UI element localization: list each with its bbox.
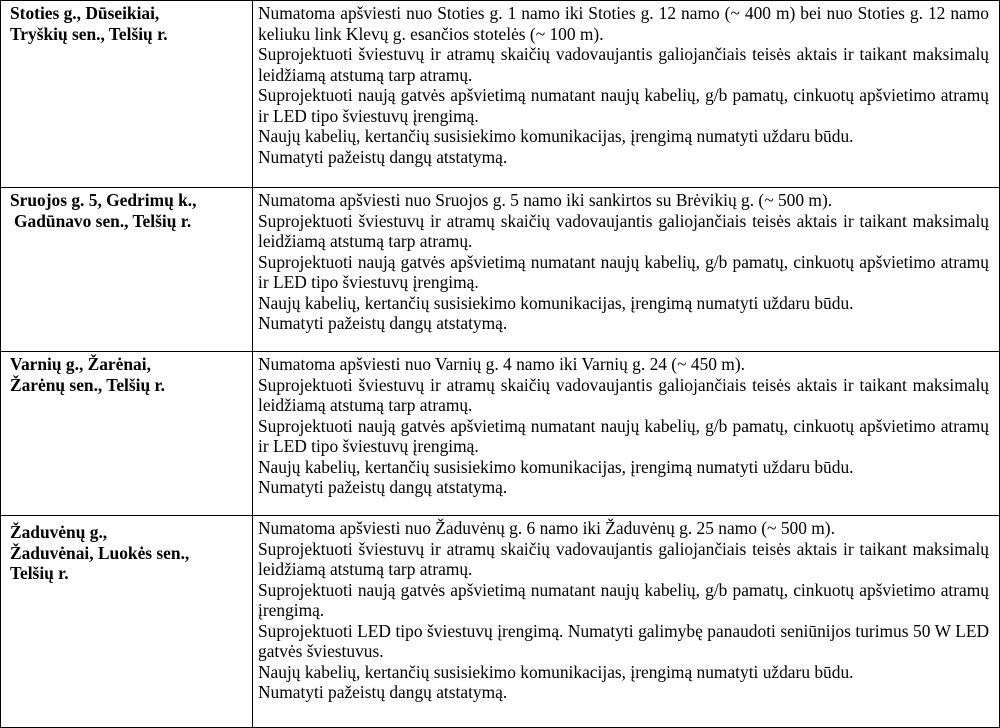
description-paragraph: Numatyti pažeistų dangų atstatymą. [258,682,508,702]
description-paragraph: Suprojektuoti naują gatvės apšvietimą numatant naujų kabelių, g/b pamatų, cinkuotų apšvietimo atramų įrengimą. [258,579,989,620]
location-line: Žaduvėnų g., [10,522,108,542]
location-cell [1,188,253,352]
description-paragraph: Naujų kabelių, kertančių susisiekimo komunikacijas, įrengimą numatyti uždaru būdu. [258,292,854,313]
description-cell [253,1,1000,188]
location-cell [1,1,253,188]
description-cell [253,352,1000,516]
location-line: Žaduvėnai, Luokės sen., [10,542,190,563]
table-row [1,1,1000,188]
description-paragraph: Numatoma apšviesti nuo Sruojos g. 5 namo iki sankirtos su Brėvikių g. (~ 500 m). [258,190,833,210]
description-paragraph: Numatoma apšviesti nuo Stoties g. 1 namo iki Stoties g. 12 namo (~ 400 m) bei nuo Stoties g. 12 namo keliuku link Klevų g. esančios stotelės (~ 100 m). [258,3,989,44]
description-paragraph: Naujų kabelių, kertančių susisiekimo komunikacijas, įrengimą numatyti uždaru būdu. [258,456,854,477]
location-line: Telšių r. [10,563,69,583]
description-paragraph: Suprojektuoti šviestuvų ir atramų skaičių vadovaujantis galiojančiais teisės aktais ir taikant maksimalų leidžiamą atstumą tarp atramų. [258,538,989,579]
description-paragraph: Suprojektuoti LED tipo šviestuvų įrengimą. Numatyti galimybę panaudoti seniūnijos turimus 50 W LED gatvės šviestuvus. [258,620,989,661]
description-paragraph: Suprojektuoti naują gatvės apšvietimą numatant naujų kabelių, g/b pamatų, cinkuotų apšvietimo atramų ir LED tipo šviestuvų įrengimą. [258,251,989,292]
table-row [1,188,1000,352]
table-row [1,352,1000,516]
location-line: Stoties g., Dūseikiai, [10,3,160,23]
location-line: Gadūnavo sen., Telšių r. [14,210,192,231]
location-line: Tryškių sen., Telšių r. [10,23,168,44]
location-line: Varnių g., Žarėnai, [10,354,151,374]
description-paragraph: Suprojektuoti naują gatvės apšvietimą numatant naujų kabelių, g/b pamatų, cinkuotų apšvietimo atramų ir LED tipo šviestuvų įrengimą. [258,85,989,126]
description-paragraph: Suprojektuoti šviestuvų ir atramų skaičių vadovaujantis galiojančiais teisės aktais ir taikant maksimalų leidžiamą atstumą tarp atramų. [258,44,989,85]
description-paragraph: Numatoma apšviesti nuo Varnių g. 4 namo iki Varnių g. 24 (~ 450 m). [258,354,745,374]
location-cell [1,516,253,728]
location-cell [1,352,253,516]
description-paragraph: Naujų kabelių, kertančių susisiekimo komunikacijas, įrengimą numatyti uždaru būdu. [258,126,854,146]
description-paragraph: Numatyti pažeistų dangų atstatymą. [258,146,508,167]
location-line: Žarėnų sen., Telšių r. [10,374,165,395]
description-paragraph: Numatyti pažeistų dangų atstatymą. [258,313,508,333]
description-paragraph: Numatyti pažeistų dangų atstatymą. [258,477,508,497]
description-paragraph: Naujų kabelių, kertančių susisiekimo komunikacijas, įrengimą numatyti uždaru būdu. [258,661,854,682]
description-paragraph: Suprojektuoti šviestuvų ir atramų skaičių vadovaujantis galiojančiais teisės aktais ir taikant maksimalų leidžiamą atstumą tarp atramų. [258,210,989,251]
description-cell [253,516,1000,728]
location-line: Sruojos g. 5, Gedrimų k., [10,190,197,210]
description-paragraph: Suprojektuoti naują gatvės apšvietimą numatant naujų kabelių, g/b pamatų, cinkuotų apšvietimo atramų ir LED tipo šviestuvų įrengimą. [258,415,989,456]
description-paragraph: Numatoma apšviesti nuo Žaduvėnų g. 6 namo iki Žaduvėnų g. 25 namo (~ 500 m). [258,518,835,538]
table-row [1,516,1000,728]
description-paragraph: Suprojektuoti šviestuvų ir atramų skaičių vadovaujantis galiojančiais teisės aktais ir taikant maksimalų leidžiamą atstumą tarp atramų. [258,374,989,415]
description-cell [253,188,1000,352]
